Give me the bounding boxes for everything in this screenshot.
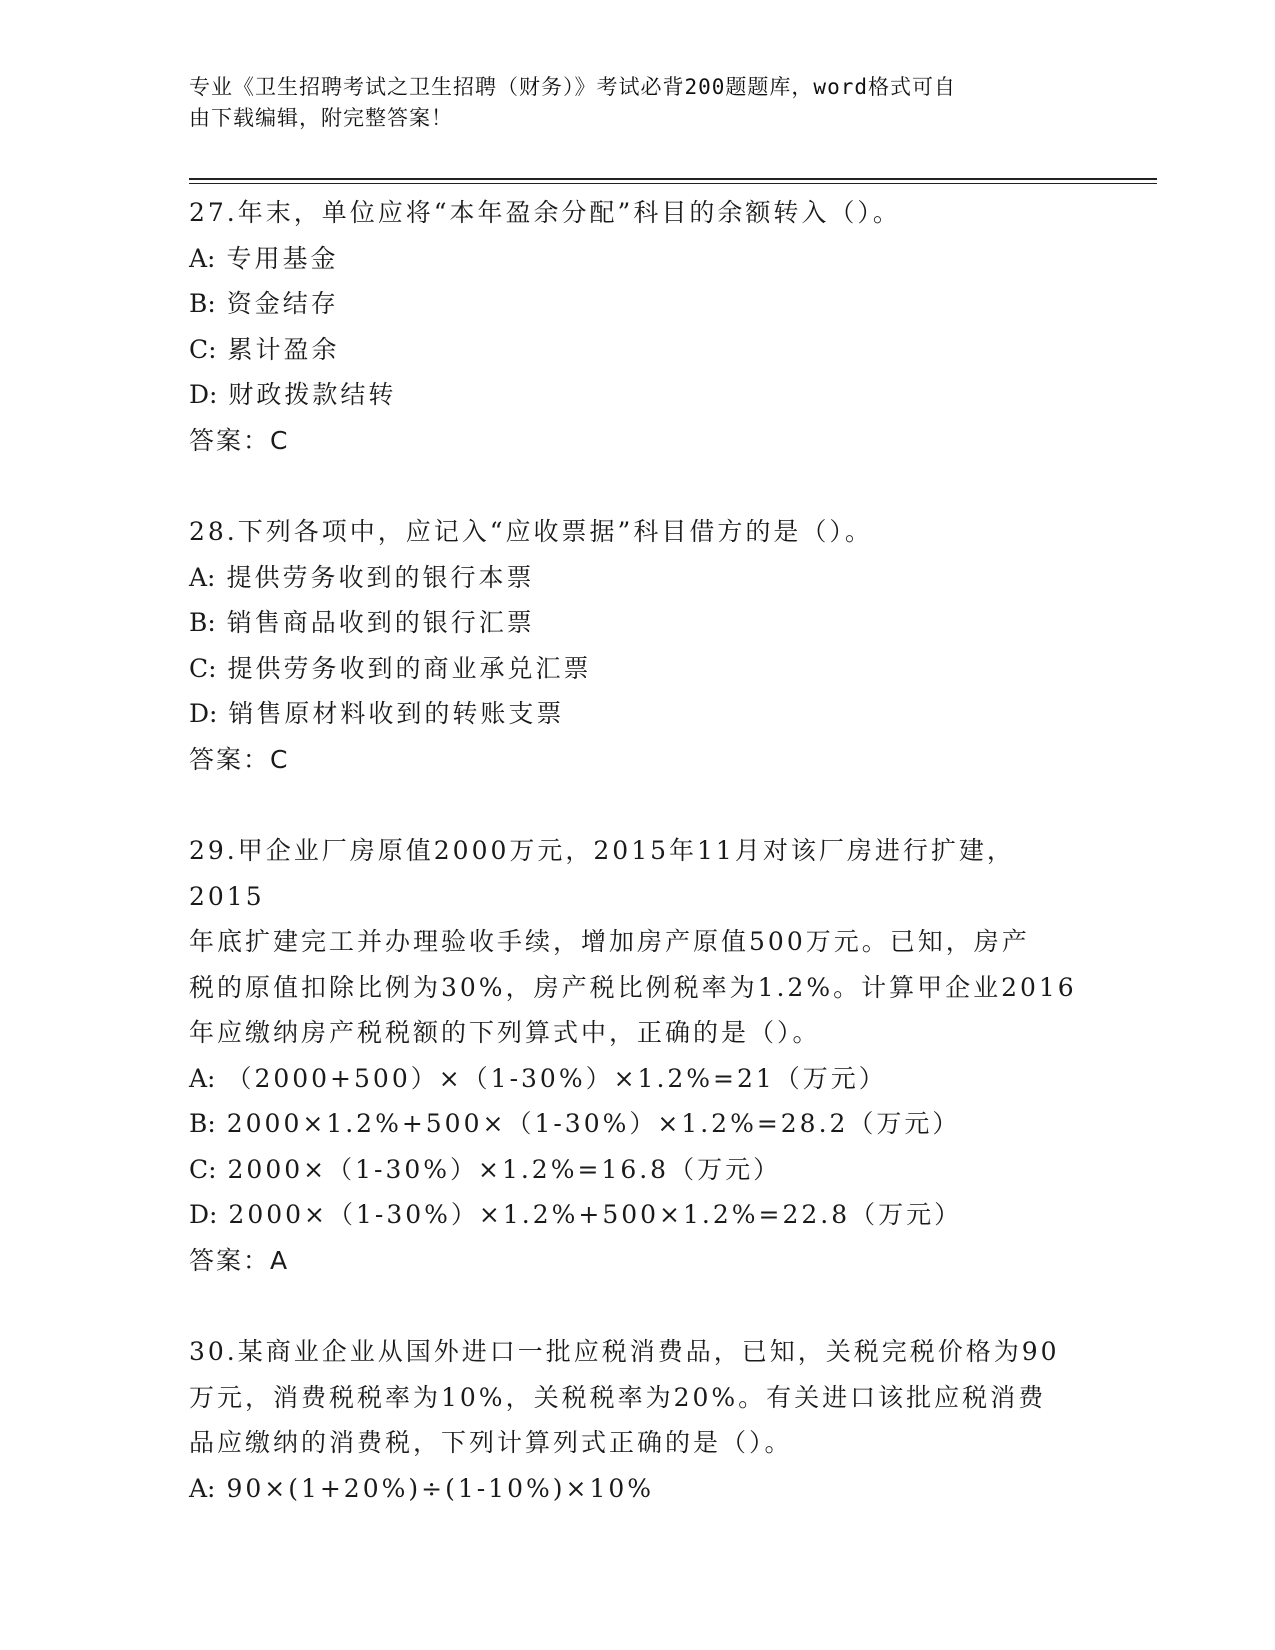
option-label: B:	[189, 289, 216, 318]
answer-option	[189, 327, 1089, 373]
question-block	[189, 828, 1089, 1283]
option-text: 2000×1.2%+500×（1-30%）×1.2%=28.2（万元）	[226, 1109, 961, 1138]
answer-option	[189, 646, 1089, 692]
option-text: 财政拨款结转	[228, 380, 397, 409]
option-label: A:	[189, 243, 216, 273]
answer-option	[189, 555, 1089, 601]
question-spacer	[189, 1283, 1089, 1329]
header-divider-thin	[189, 183, 1157, 184]
option-label: B:	[189, 1109, 216, 1138]
answer-option	[189, 1466, 1089, 1512]
question-spacer	[189, 463, 1089, 509]
answer-option	[189, 1192, 1089, 1238]
option-label: C:	[189, 334, 217, 364]
option-text: 2000×（1-30%）×1.2%=16.8（万元）	[227, 1154, 782, 1184]
answer-key: 答案：C	[189, 744, 290, 774]
option-text: 销售商品收到的银行汇票	[226, 608, 535, 637]
question-list	[189, 190, 1089, 1511]
question-block	[189, 190, 1089, 463]
answer-option	[189, 691, 1089, 737]
option-label: B:	[189, 608, 216, 637]
option-text: 资金结存	[226, 289, 339, 318]
question-block	[189, 1329, 1089, 1511]
header-line-1: 专业《卫生招聘考试之卫生招聘（财务）》考试必背200题题库，word格式可自	[189, 75, 956, 99]
answer-option	[189, 236, 1089, 282]
option-text: 90×(1+20%)÷(1-10%)×10%	[226, 1473, 655, 1503]
option-label: A:	[189, 562, 216, 592]
question-stem-line: 品应缴纳的消费税，下列计算列式正确的是（）。	[189, 1428, 793, 1457]
answer-option	[189, 281, 1089, 327]
option-label: D:	[189, 699, 218, 728]
option-text: 销售原材料收到的转账支票	[228, 699, 565, 728]
document-header	[189, 72, 1069, 134]
answer-option	[189, 600, 1089, 646]
option-text: 2000×（1-30%）×1.2%+500×1.2%=22.8（万元）	[228, 1200, 963, 1229]
question-stem-line: 28.下列各项中，应记入“应收票据”科目借方的是（）。	[189, 517, 873, 546]
option-text: 提供劳务收到的银行本票	[226, 562, 535, 592]
question-spacer	[189, 782, 1089, 828]
header-line-2: 由下载编辑，附完整答案！	[189, 106, 453, 130]
option-label: D:	[189, 380, 218, 409]
question-stem-line: 27.年末，单位应将“本年盈余分配”科目的余额转入（）。	[189, 198, 901, 227]
option-text: 专用基金	[226, 243, 339, 273]
option-label: C:	[189, 1154, 217, 1184]
option-label: A:	[189, 1063, 216, 1093]
option-label: D:	[189, 1200, 218, 1229]
answer-option	[189, 372, 1089, 418]
answer-key: 答案：A	[189, 1245, 290, 1275]
option-text: （2000+500）×（1-30%）×1.2%=21（万元）	[226, 1063, 887, 1093]
question-block	[189, 509, 1089, 782]
answer-key: 答案：C	[189, 425, 290, 455]
question-stem-line: 年应缴纳房产税税额的下列算式中，正确的是（）。	[189, 1018, 821, 1047]
answer-option	[189, 1101, 1089, 1147]
answer-option	[189, 1147, 1089, 1193]
option-text: 累计盈余	[227, 334, 340, 364]
option-label: A:	[189, 1473, 216, 1503]
question-stem-line: 万元，消费税税率为10%，关税税率为20%。有关进口该批应税消费	[189, 1382, 1047, 1412]
question-stem-line: 税的原值扣除比例为30%，房产税比例税率为1.2%。计算甲企业2016	[189, 972, 1077, 1002]
question-stem-line: 29.甲企业厂房原值2000万元，2015年11月对该厂房进行扩建，2015	[189, 836, 1015, 911]
answer-option	[189, 1056, 1089, 1102]
option-label: C:	[189, 653, 217, 683]
option-text: 提供劳务收到的商业承兑汇票	[227, 653, 592, 683]
header-divider-thick	[189, 178, 1157, 180]
question-stem-line: 30.某商业企业从国外进口一批应税消费品，已知，关税完税价格为90	[189, 1337, 1060, 1366]
question-stem-line: 年底扩建完工并办理验收手续，增加房产原值500万元。已知，房产	[189, 927, 1030, 956]
